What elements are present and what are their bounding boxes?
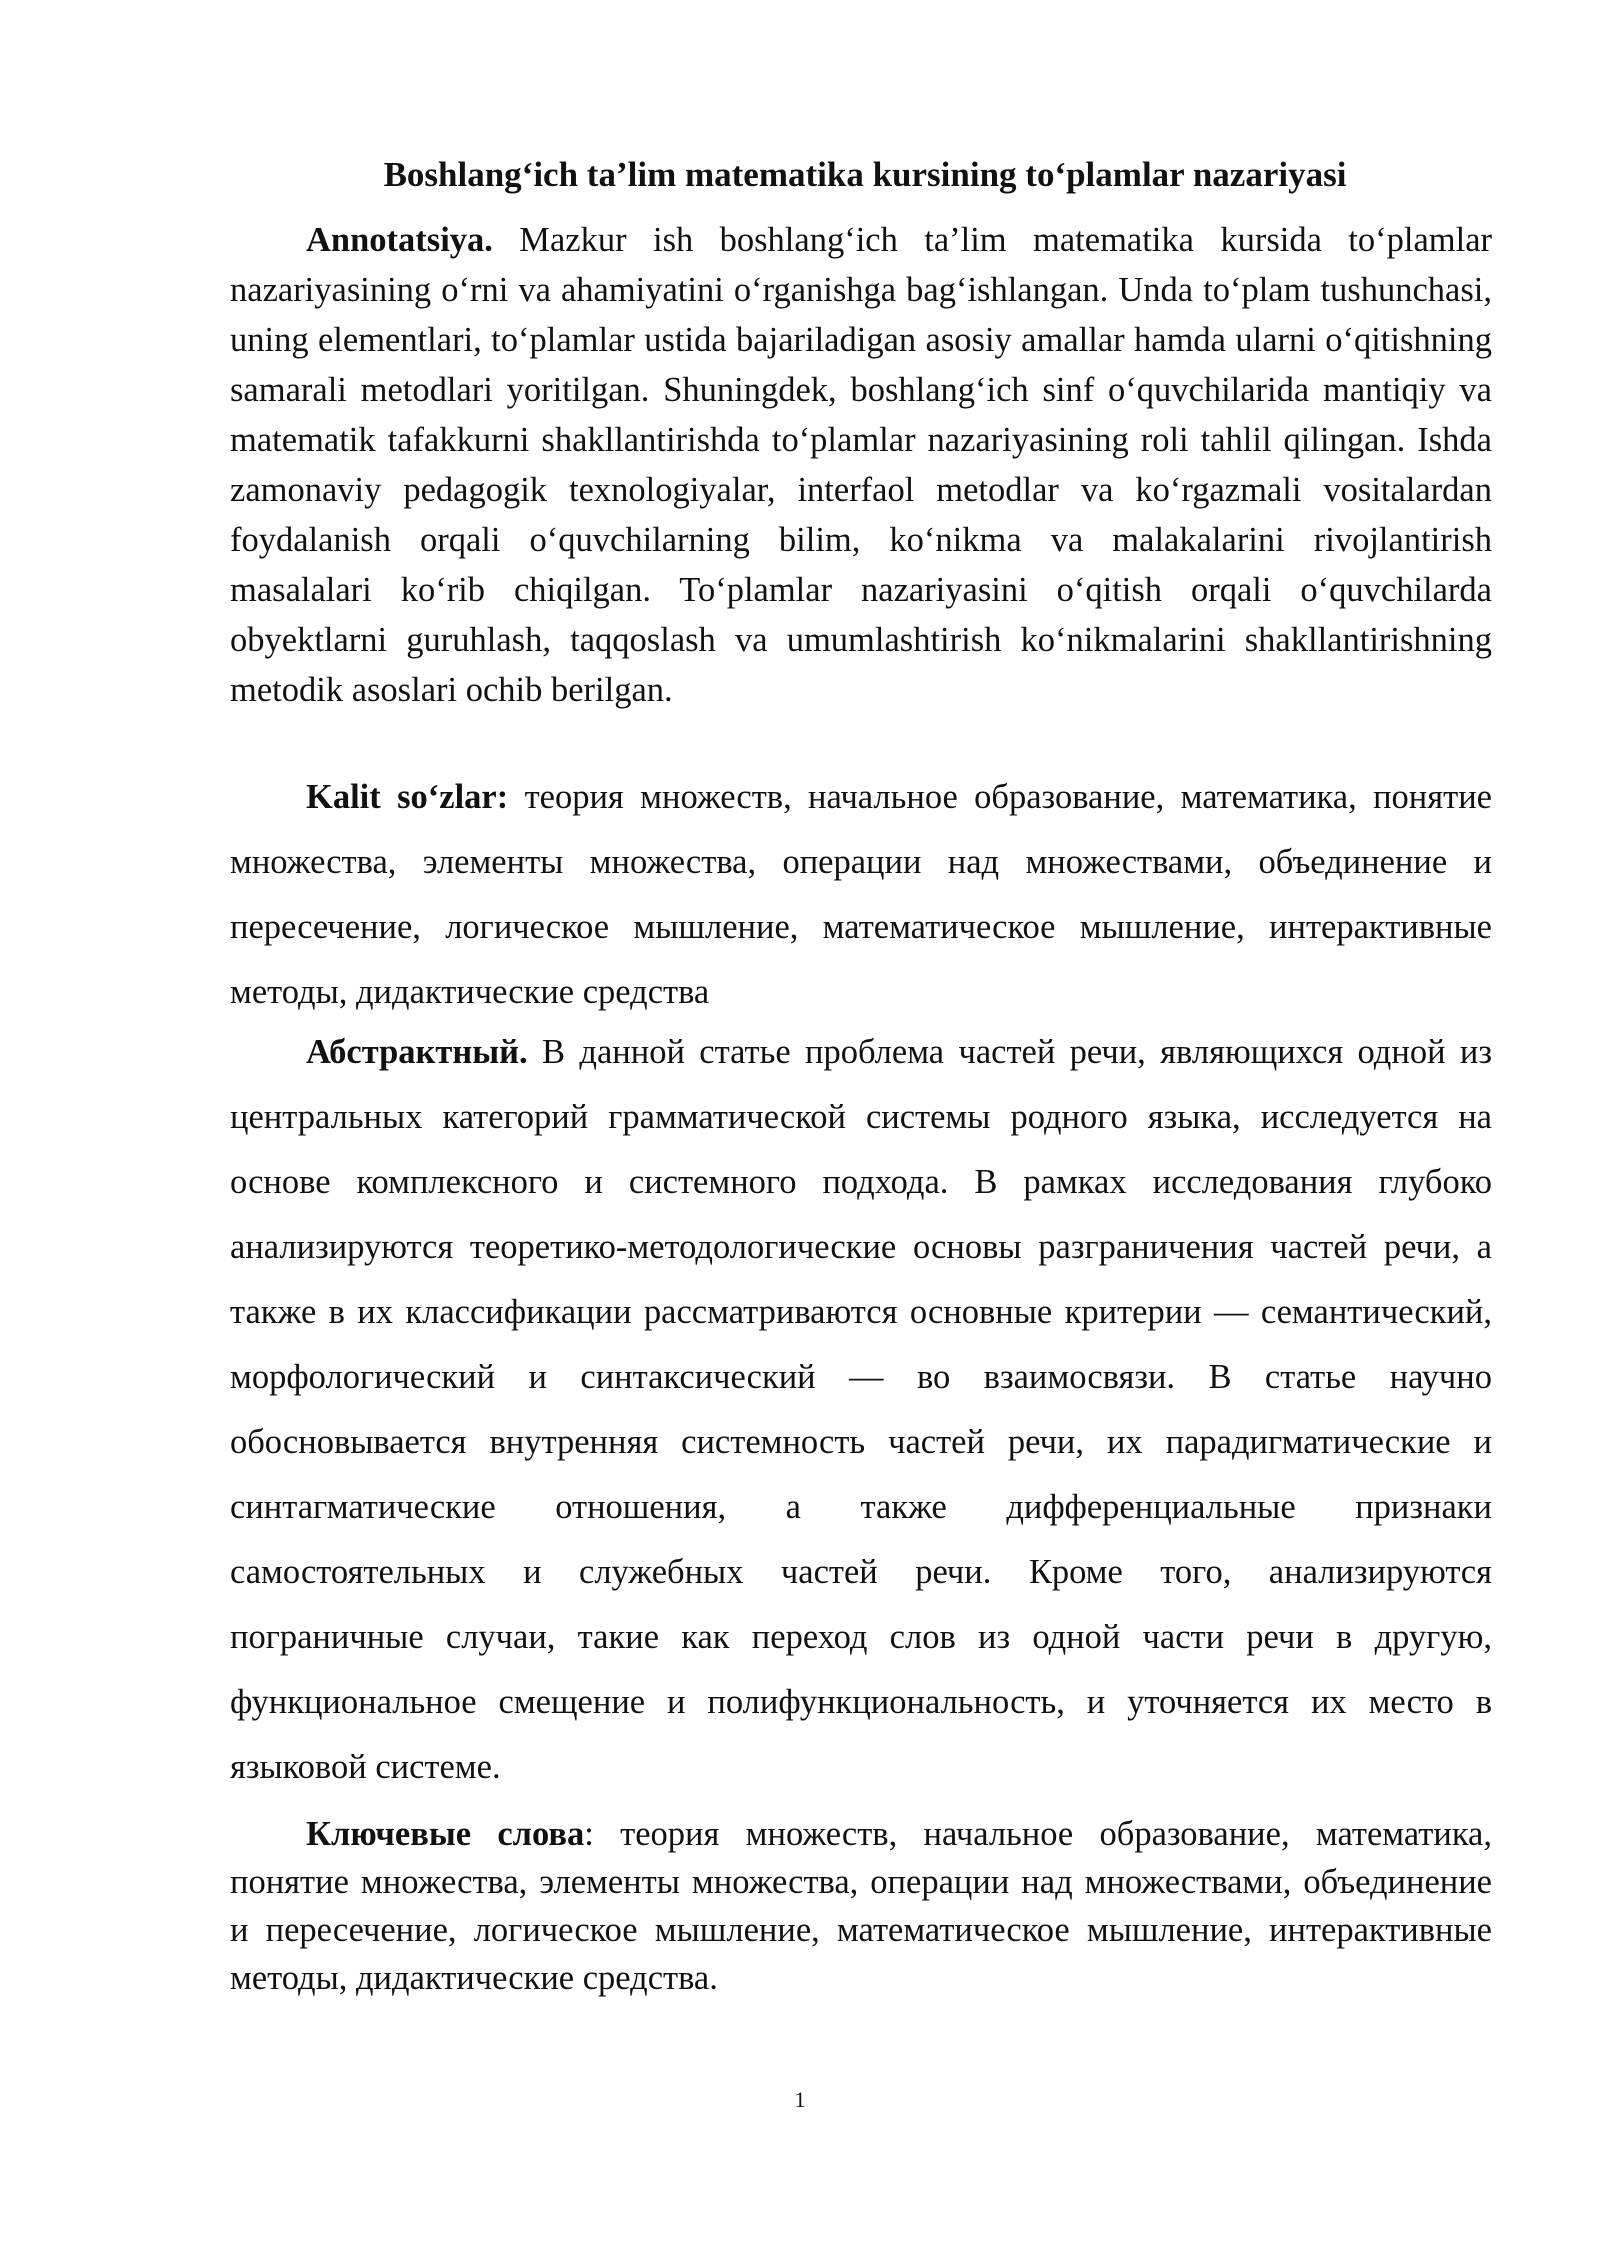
keywords-label: Ключевые слова — [306, 1815, 585, 1853]
document-title: Boshlang‘ich ta’lim matematika kursining to‘plamlar nazariyasi — [383, 155, 1347, 194]
keywords-paragraph — [230, 1810, 1492, 2002]
abstract-paragraph — [230, 1020, 1492, 1800]
kalit-sozlar-label: Kalit so‘zlar: — [306, 778, 509, 816]
keywords-text: : теория множеств, начальное образование, математика, понятие множества, элементы множества, операции над множествами, объединение и пересечение, логическое мышление, математическое мышление, интерактивные методы, дидактические средства. — [230, 1815, 1492, 1997]
page-number: 1 — [794, 2087, 806, 2112]
kalit-sozlar-paragraph — [230, 765, 1492, 1025]
kalit-sozlar-text: теория множеств, начальное образование, математика, понятие множества, элементы множества, операции над множествами, объединение и пересечение, логическое мышление, математическое мышление, интерактивные методы, дидактические средства — [230, 778, 1492, 1011]
annotation-label: Annotatsiya. — [306, 221, 493, 259]
annotation-paragraph — [230, 215, 1492, 715]
abstract-text: В данной статье проблема частей речи, являющихся одной из центральных категорий грамматической системы родного языка, исследуется на основе комплексного и системного подхода. В рамках исследования глубоко анализируются теоретико-методологические основы разграничения частей речи, а также в их классификации рассматриваются основные критерии — семантический, морфологический и синтаксический — во взаимосвязи. В статье научно обосновывается внутренняя системность частей речи, их парадигматические и синтагматические отношения, а также дифференциальные признаки самостоятельных и служебных частей речи. Кроме того, анализируются пограничные случаи, такие как переход слов из одной части речи в другую, функциональное смещение и полифункциональность, и уточняется их место в языковой системе. — [230, 1033, 1492, 1786]
abstract-label: Абстрактный. — [306, 1033, 528, 1071]
annotation-text: Mazkur ish boshlang‘ich ta’lim matematika kursida to‘plamlar nazariyasining o‘rni va ahamiyatini o‘rganishga bag‘ishlangan. Unda to‘plam tushunchasi, uning elementlari, to‘plamlar ustida bajariladigan asosiy amallar hamda ularni o‘qitishning samarali metodlari yoritilgan. Shuningdek, boshlang‘ich sinf o‘quvchilarida mantiqiy va matematik tafakkurni shakllantirishda to‘plamlar nazariyasining roli tahlil qilingan. Ishda zamonaviy pedagogik texnologiyalar, interfaol metodlar va ko‘rgazmali vositalardan foydalanish orqali o‘quvchilarning bilim, ko‘nikma va malakalarini rivojlantirish masalalari ko‘rib chiqilgan. To‘plamlar nazariyasini o‘qitish orqali o‘quvchilarda obyektlarni guruhlash, taqqoslash va umumlashtirish ko‘nikmalarini shakllantirishning metodik asoslari ochib berilgan. — [230, 221, 1492, 709]
